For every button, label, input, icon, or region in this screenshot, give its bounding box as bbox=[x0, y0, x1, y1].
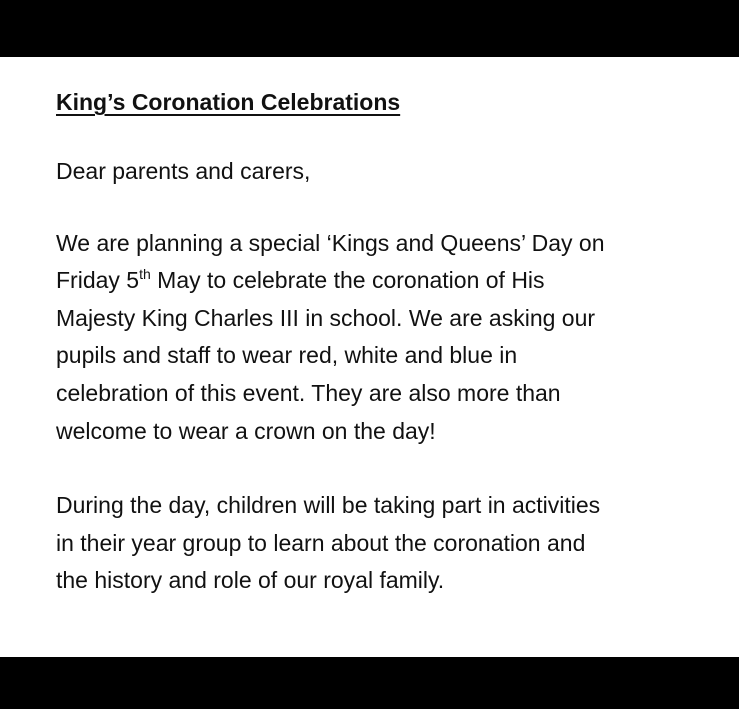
paragraph-line: in their year group to learn about the coronation and bbox=[56, 529, 586, 556]
paragraph-line: We are planning a special ‘Kings and Queens’ Day on bbox=[56, 229, 605, 256]
letter-page bbox=[0, 57, 739, 657]
paragraph-line: celebration of this event. They are also more than bbox=[56, 379, 561, 406]
paragraph-line: Majesty King Charles III in school. We are asking our bbox=[56, 304, 596, 331]
paragraph-line: During the day, children will be taking part in activities bbox=[56, 492, 601, 519]
paragraph-line: welcome to wear a crown on the day! bbox=[56, 417, 436, 444]
letter-title: King’s Coronation Celebrations bbox=[56, 89, 401, 115]
paragraph-line-date bbox=[56, 262, 716, 300]
top-black-border bbox=[0, 0, 739, 57]
paragraph-line: the history and role of our royal family. bbox=[56, 567, 445, 594]
bottom-black-border bbox=[0, 657, 739, 709]
letter-greeting: Dear parents and carers, bbox=[56, 158, 311, 184]
letter-content bbox=[56, 89, 716, 600]
paragraph-activities bbox=[56, 487, 716, 600]
date-text: Friday 5 bbox=[56, 267, 140, 294]
paragraph-line: pupils and staff to wear red, white and blue in bbox=[56, 342, 518, 369]
date-text-continued: May to celebrate the coronation of His bbox=[150, 267, 545, 294]
paragraph-announcement bbox=[56, 225, 716, 451]
date-ordinal-suffix: th bbox=[139, 266, 151, 283]
